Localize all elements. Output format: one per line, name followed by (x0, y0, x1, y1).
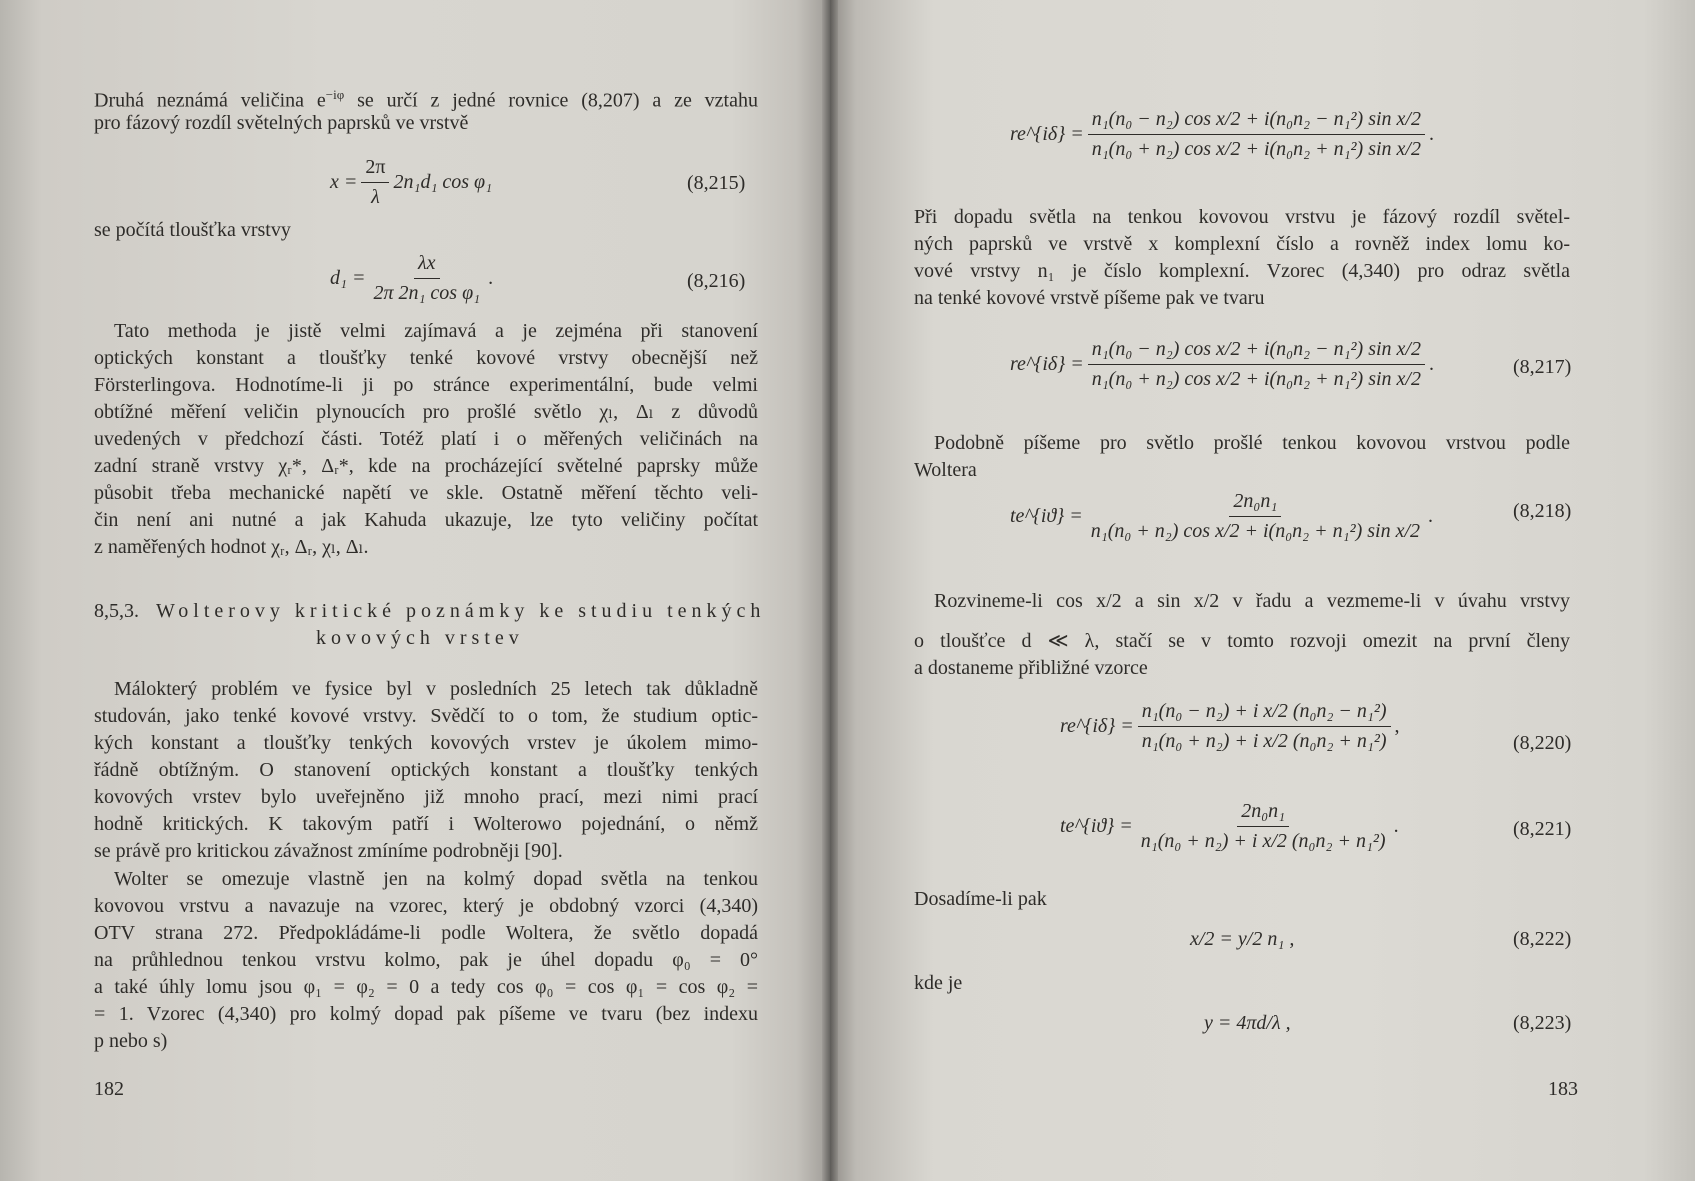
equation-8-220: re^{iδ} = $\frac{\text{n₁(n₀ − n₂) + i x/2 (n₀n₂ − n₁²)}}{\text{n₁(n₀ + n₂) + i x/2 (n₀n₂ + n₁²)}}$ , (1060, 700, 1400, 752)
fraction: $\frac{\lambda x}{\text{2π 2n₁ cos φ₁}}$ (373, 252, 481, 304)
text-line: p nebo s) (94, 1030, 168, 1052)
text-line: Woltera (914, 459, 977, 481)
text-line: Při dopadu světla na tenkou kovovou vrstvu je fázový rozdíl světel- (914, 206, 1570, 228)
text-line: Tato methoda je jistě velmi zajímavá a je zejména při stanovení (114, 320, 758, 342)
equation-number: (8,216) (687, 270, 746, 292)
equation-8-223: y = 4πd/λ , (1204, 1012, 1291, 1034)
equation-8-215: x = $\frac{2\pi}{\lambda}$ 2n₁d₁ cos φ₁ (330, 156, 493, 208)
text-line: na průhlednou tenkou vrstvu kolmo, pak je úhel dopadu φ₀ = 0° (94, 949, 758, 971)
equation-8-221: te^{iϑ} = $\frac{\text{2n₀n₁}}{\text{n₁(n₀ + n₂) + i x/2 (n₀n₂ + n₁²)}}$ . (1060, 800, 1399, 852)
text-line: o tloušťce d ≪ λ, stačí se v tomto rozvoji omezit na první členy (914, 630, 1570, 652)
text-line: hodně kritických. K takovým patří i Wolterowo pojednání, o němž (94, 813, 758, 835)
text-line: na tenké kovové vrstvě píšeme pak ve tvaru (914, 287, 1265, 309)
equation-number: (8,218) (1513, 500, 1572, 522)
text-line: = 1. Vzorec (4,340) pro kolmý dopad pak píšeme ve tvaru (bez indexu (94, 1003, 758, 1025)
equation-number: (8,222) (1513, 928, 1572, 950)
equation-8-218: te^{iϑ} = $\frac{\text{2n₀n₁}}{\text{n₁(n₀ + n₂) cos x/2 + i(n₀n₂ + n₁²) sin x/2}}$ . (1010, 490, 1434, 542)
book-gutter (822, 0, 838, 1181)
text-line: ných paprsků ve vrstvě x komplexní číslo a rovněž index lomu ko- (914, 233, 1570, 255)
fraction: $\frac{\text{n₁(n₀ − n₂) + i x/2 (n₀n₂ − n₁²)}}{\text{n₁(n₀ + n₂) + i x/2 (n₀n₂ + n₁²)}}$ (1138, 700, 1391, 753)
text-line: kde je (914, 972, 963, 994)
equation-unnumbered: re^{iδ} = $\frac{\text{n₁(n₀ − n₂) cos x/2 + i(n₀n₂ − n₁²) sin x/2}}{\text{n₁(n₀ + n₂) cos x/2 + i(n₀n₂ + n₁²) sin x/2}}$ . (1010, 108, 1434, 160)
text-line: řádně obtížným. O stanovení optických konstant a tloušťky tenkých (94, 759, 758, 781)
text-line: kovovou vrstvu a navazuje na vzorec, který je obdobný vzorci (4,340) (94, 895, 758, 917)
text-line: z naměřených hodnot χᵣ, Δᵣ, χₗ, Δₗ. (94, 536, 369, 558)
section-title-line-2: kovových vrstev (316, 627, 524, 649)
text-line: kých konstant a tloušťky tenkých kovových vrstev je úkolem mimo- (94, 732, 758, 754)
text-line: vové vrstvy n₁ je číslo komplexní. Vzorec (4,340) pro odraz světla (914, 260, 1570, 282)
text-line: Wolter se omezuje vlastně jen na kolmý dopad světla na tenkou (114, 868, 758, 890)
text-line: se právě pro kritickou závažnost zmíníme podrobněji [90]. (94, 840, 563, 862)
section-heading (94, 598, 766, 624)
equation-8-222: x/2 = y/2 n₁ , (1190, 928, 1295, 950)
fraction: $\frac{\text{n₁(n₀ − n₂) cos x/2 + i(n₀n₂ − n₁²) sin x/2}}{\text{n₁(n₀ + n₂) cos x/2 + i(n₀n₂ + n₁²) sin x/2}}$ (1088, 108, 1425, 161)
equation-number: (8,220) (1513, 732, 1572, 754)
text-line: se počítá tloušťka vrstvy (94, 219, 291, 241)
equation-number: (8,215) (687, 172, 746, 194)
text-line: zadní straně vrstvy χᵣ*, Δᵣ*, kde na procházející světelné paprsky může (94, 455, 758, 477)
fraction: $\frac{2\pi}{\lambda}$ (361, 156, 389, 209)
text-line: Podobně píšeme pro světlo prošlé tenkou kovovou vrstvou podle (934, 432, 1570, 454)
text-line: a dostaneme přibližné vzorce (914, 657, 1148, 679)
text-line: OTV strana 272. Předpokládáme-li podle Woltera, že světlo dopadá (94, 922, 758, 944)
text-line: pro fázový rozdíl světelných paprsků ve vrstvě (94, 112, 469, 134)
text-line: působit třeba mechanické napětí ve skle. Ostatně měření těchto veli- (94, 482, 758, 504)
text-line: uvedených v předchozí části. Totéž platí i o měřených veličinách na (94, 428, 758, 450)
equation-8-216: d₁ = $\frac{\lambda x}{\text{2π 2n₁ cos φ₁}}$ . (330, 252, 494, 304)
text-line: Málokterý problém ve fysice byl v posledních 25 letech tak důkladně (114, 678, 758, 700)
page-number: 182 (94, 1078, 124, 1100)
right-page (830, 0, 1695, 1181)
text-line: kovových vrstev bylo uveřejněno již mnoho prací, mezi nimi prací (94, 786, 758, 808)
equation-number: (8,223) (1513, 1012, 1572, 1034)
text-line: Försterlingova. Hodnotíme-li ji po stránce experimentální, bude velmi (94, 374, 758, 396)
equation-number: (8,221) (1513, 818, 1572, 840)
text-line: optických konstant a tloušťky tenké kovové vrstvy obecnější než (94, 347, 758, 369)
fraction: $\frac{\text{2n₀n₁}}{\text{n₁(n₀ + n₂) + i x/2 (n₀n₂ + n₁²)}}$ (1140, 800, 1386, 852)
left-page (0, 0, 830, 1181)
equation-8-217: re^{iδ} = $\frac{\text{n₁(n₀ − n₂) cos x/2 + i(n₀n₂ − n₁²) sin x/2}}{\text{n₁(n₀ + n₂) cos x/2 + i(n₀n₂ + n₁²) sin x/2}}$ . (1010, 338, 1434, 390)
text-line: Rozvineme-li cos x/2 a sin x/2 v řadu a vezmeme-li v úvahu vrstvy (934, 590, 1570, 612)
text-line: studován, jako tenké kovové vrstvy. Svědčí to o tom, že studium optic- (94, 705, 758, 727)
text-line: Druhá neznámá veličina $e^{-i\varphi}$ se určí z jedné rovnice (8,207) a ze vztahu (94, 87, 758, 112)
equation-number: (8,217) (1513, 356, 1572, 378)
exponent: −iφ (325, 87, 345, 102)
section-number: 8,5,3. (94, 600, 139, 622)
text-line: a také úhly lomu jsou φ₁ = φ₂ = 0 a tedy cos φ₀ = cos φ₁ = cos φ₂ = (94, 976, 758, 998)
text-line: obtížné měření veličin plynoucích pro prošlé světlo χₗ, Δₗ z důvodů (94, 401, 758, 423)
fraction: $\frac{\text{n₁(n₀ − n₂) cos x/2 + i(n₀n₂ − n₁²) sin x/2}}{\text{n₁(n₀ + n₂) cos x/2 + i(n₀n₂ + n₁²) sin x/2}}$ (1088, 338, 1425, 391)
text-line: Dosadíme-li pak (914, 888, 1047, 910)
fraction: $\frac{\text{2n₀n₁}}{\text{n₁(n₀ + n₂) cos x/2 + i(n₀n₂ + n₁²) sin x/2}}$ (1090, 490, 1421, 542)
section-title: Wolterovy kritické poznámky ke studiu tenkých (156, 600, 766, 622)
text-line: čin není ani nutné a jak Kahuda ukazuje, lze tyto veličiny počítat (94, 509, 758, 531)
page-number: 183 (1548, 1078, 1578, 1100)
